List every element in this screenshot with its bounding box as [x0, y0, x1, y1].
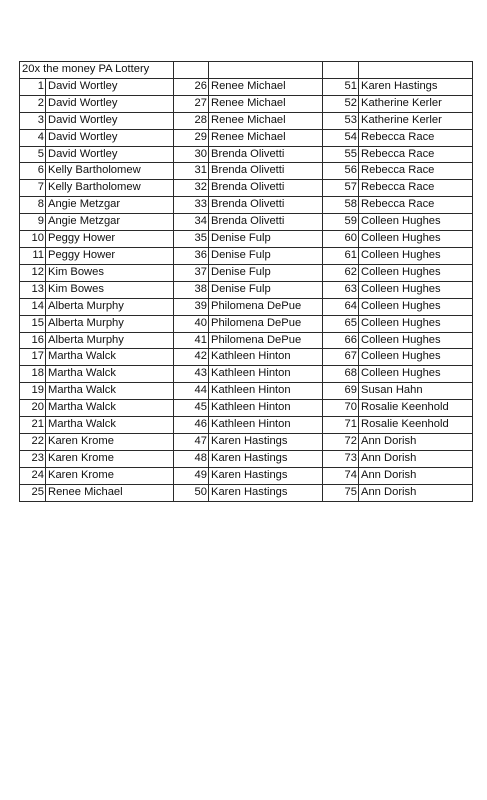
entry-number: 57 — [323, 180, 359, 197]
entry-name: Peggy Hower — [46, 247, 174, 264]
entry-name: Colleen Hughes — [359, 349, 473, 366]
entry-number: 16 — [20, 332, 46, 349]
table-row — [20, 417, 473, 434]
entry-number: 35 — [174, 231, 209, 248]
entry-name: Karen Hastings — [209, 467, 323, 484]
entry-name: Rosalie Keenhold — [359, 400, 473, 417]
sheet-body — [20, 62, 473, 502]
entry-name: Alberta Murphy — [46, 298, 174, 315]
entry-name: Rebecca Race — [359, 197, 473, 214]
entry-name: Brenda Olivetti — [209, 180, 323, 197]
sheet-title: 20x the money PA Lottery — [20, 62, 174, 79]
entry-name: Kathleen Hinton — [209, 383, 323, 400]
entry-name: Brenda Olivetti — [209, 163, 323, 180]
entry-name: Denise Fulp — [209, 281, 323, 298]
entry-name: David Wortley — [46, 129, 174, 146]
entry-number: 56 — [323, 163, 359, 180]
entry-name: Kelly Bartholomew — [46, 163, 174, 180]
entry-number: 54 — [323, 129, 359, 146]
blank-cell — [323, 62, 359, 79]
entry-name: Martha Walck — [46, 366, 174, 383]
entry-number: 11 — [20, 247, 46, 264]
entry-number: 68 — [323, 366, 359, 383]
entry-name: Philomena DePue — [209, 332, 323, 349]
entry-name: Katherine Kerler — [359, 95, 473, 112]
entry-name: Colleen Hughes — [359, 298, 473, 315]
entry-name: David Wortley — [46, 95, 174, 112]
entry-number: 44 — [174, 383, 209, 400]
entry-number: 34 — [174, 214, 209, 231]
entry-name: Brenda Olivetti — [209, 146, 323, 163]
entry-name: Kathleen Hinton — [209, 349, 323, 366]
entry-name: Rebecca Race — [359, 163, 473, 180]
table-row — [20, 400, 473, 417]
entry-number: 39 — [174, 298, 209, 315]
entry-number: 61 — [323, 247, 359, 264]
table-row — [20, 112, 473, 129]
entry-name: Katherine Kerler — [359, 112, 473, 129]
entry-number: 53 — [323, 112, 359, 129]
entry-name: Martha Walck — [46, 400, 174, 417]
entry-name: Ann Dorish — [359, 467, 473, 484]
entry-name: Martha Walck — [46, 383, 174, 400]
entry-number: 69 — [323, 383, 359, 400]
entry-name: Rosalie Keenhold — [359, 417, 473, 434]
table-row — [20, 315, 473, 332]
table-row — [20, 349, 473, 366]
entry-name: Alberta Murphy — [46, 332, 174, 349]
entry-number: 47 — [174, 433, 209, 450]
entry-number: 63 — [323, 281, 359, 298]
table-row — [20, 214, 473, 231]
entry-number: 3 — [20, 112, 46, 129]
entry-name: Denise Fulp — [209, 247, 323, 264]
entry-number: 52 — [323, 95, 359, 112]
table-row — [20, 197, 473, 214]
blank-cell — [209, 62, 323, 79]
entry-number: 28 — [174, 112, 209, 129]
entry-number: 37 — [174, 264, 209, 281]
entry-number: 33 — [174, 197, 209, 214]
lottery-sheet — [19, 61, 473, 502]
entry-name: Colleen Hughes — [359, 332, 473, 349]
entry-name: Rebecca Race — [359, 180, 473, 197]
blank-cell — [174, 62, 209, 79]
entry-number: 14 — [20, 298, 46, 315]
entry-number: 41 — [174, 332, 209, 349]
entry-name: Ann Dorish — [359, 433, 473, 450]
entry-name: Colleen Hughes — [359, 214, 473, 231]
entry-number: 4 — [20, 129, 46, 146]
entry-number: 30 — [174, 146, 209, 163]
table-row — [20, 450, 473, 467]
entry-number: 60 — [323, 231, 359, 248]
entry-number: 1 — [20, 78, 46, 95]
table-row — [20, 129, 473, 146]
entry-number: 59 — [323, 214, 359, 231]
entry-number: 9 — [20, 214, 46, 231]
entry-name: Colleen Hughes — [359, 231, 473, 248]
entry-name: Brenda Olivetti — [209, 214, 323, 231]
entry-number: 29 — [174, 129, 209, 146]
entry-name: Renee Michael — [209, 112, 323, 129]
entry-name: Renee Michael — [209, 95, 323, 112]
entry-number: 15 — [20, 315, 46, 332]
entry-name: Susan Hahn — [359, 383, 473, 400]
entry-name: Philomena DePue — [209, 315, 323, 332]
entry-number: 10 — [20, 231, 46, 248]
entry-number: 21 — [20, 417, 46, 434]
entry-name: Kelly Bartholomew — [46, 180, 174, 197]
entry-name: Colleen Hughes — [359, 315, 473, 332]
entry-name: Karen Krome — [46, 433, 174, 450]
entry-number: 48 — [174, 450, 209, 467]
entry-number: 23 — [20, 450, 46, 467]
entry-number: 74 — [323, 467, 359, 484]
entry-name: Colleen Hughes — [359, 247, 473, 264]
entry-number: 64 — [323, 298, 359, 315]
entry-name: Colleen Hughes — [359, 281, 473, 298]
table-row — [20, 146, 473, 163]
table-row — [20, 78, 473, 95]
entry-number: 67 — [323, 349, 359, 366]
table-row — [20, 180, 473, 197]
entry-name: Kathleen Hinton — [209, 400, 323, 417]
entry-number: 38 — [174, 281, 209, 298]
entry-number: 18 — [20, 366, 46, 383]
entry-number: 72 — [323, 433, 359, 450]
entry-name: Martha Walck — [46, 417, 174, 434]
entry-name: Denise Fulp — [209, 264, 323, 281]
entry-number: 71 — [323, 417, 359, 434]
table-row — [20, 467, 473, 484]
entry-number: 66 — [323, 332, 359, 349]
entry-number: 12 — [20, 264, 46, 281]
entry-number: 36 — [174, 247, 209, 264]
entry-name: Rebecca Race — [359, 146, 473, 163]
table-row — [20, 433, 473, 450]
entry-name: Karen Krome — [46, 450, 174, 467]
entry-number: 2 — [20, 95, 46, 112]
entry-number: 13 — [20, 281, 46, 298]
entry-number: 31 — [174, 163, 209, 180]
entry-number: 70 — [323, 400, 359, 417]
entry-name: Rebecca Race — [359, 129, 473, 146]
entry-name: Karen Hastings — [209, 484, 323, 501]
entry-name: Karen Krome — [46, 467, 174, 484]
entry-number: 45 — [174, 400, 209, 417]
entry-number: 73 — [323, 450, 359, 467]
entry-number: 27 — [174, 95, 209, 112]
blank-cell — [359, 62, 473, 79]
table-row — [20, 264, 473, 281]
table-row — [20, 163, 473, 180]
entry-number: 62 — [323, 264, 359, 281]
table-row — [20, 231, 473, 248]
entry-name: Colleen Hughes — [359, 264, 473, 281]
entry-number: 6 — [20, 163, 46, 180]
entry-number: 55 — [323, 146, 359, 163]
entry-name: Martha Walck — [46, 349, 174, 366]
entry-name: Kathleen Hinton — [209, 366, 323, 383]
table-row — [20, 332, 473, 349]
entry-name: Denise Fulp — [209, 231, 323, 248]
entry-name: David Wortley — [46, 146, 174, 163]
entry-name: Renee Michael — [46, 484, 174, 501]
entry-number: 7 — [20, 180, 46, 197]
entry-name: Peggy Hower — [46, 231, 174, 248]
entry-name: David Wortley — [46, 78, 174, 95]
entry-name: Ann Dorish — [359, 450, 473, 467]
entry-number: 17 — [20, 349, 46, 366]
entry-number: 26 — [174, 78, 209, 95]
entry-name: Renee Michael — [209, 129, 323, 146]
entry-name: Colleen Hughes — [359, 366, 473, 383]
entry-number: 24 — [20, 467, 46, 484]
entry-name: Renee Michael — [209, 78, 323, 95]
entry-number: 42 — [174, 349, 209, 366]
entry-name: Angie Metzgar — [46, 214, 174, 231]
table-row — [20, 95, 473, 112]
entry-name: Kim Bowes — [46, 264, 174, 281]
entry-number: 25 — [20, 484, 46, 501]
entry-number: 20 — [20, 400, 46, 417]
entry-number: 51 — [323, 78, 359, 95]
entry-name: Karen Hastings — [209, 450, 323, 467]
entry-name: Angie Metzgar — [46, 197, 174, 214]
entry-name: Ann Dorish — [359, 484, 473, 501]
table-row — [20, 247, 473, 264]
entry-number: 22 — [20, 433, 46, 450]
entry-number: 32 — [174, 180, 209, 197]
table-row — [20, 366, 473, 383]
table-row — [20, 484, 473, 501]
entry-name: Kathleen Hinton — [209, 417, 323, 434]
entry-number: 46 — [174, 417, 209, 434]
entry-number: 65 — [323, 315, 359, 332]
entry-name: Kim Bowes — [46, 281, 174, 298]
entry-number: 43 — [174, 366, 209, 383]
entry-name: Philomena DePue — [209, 298, 323, 315]
title-row — [20, 62, 473, 79]
entry-number: 50 — [174, 484, 209, 501]
entry-name: David Wortley — [46, 112, 174, 129]
entry-number: 75 — [323, 484, 359, 501]
entry-number: 40 — [174, 315, 209, 332]
entry-name: Alberta Murphy — [46, 315, 174, 332]
entry-number: 49 — [174, 467, 209, 484]
entry-number: 58 — [323, 197, 359, 214]
entry-number: 19 — [20, 383, 46, 400]
entry-number: 8 — [20, 197, 46, 214]
table-row — [20, 298, 473, 315]
entry-name: Brenda Olivetti — [209, 197, 323, 214]
table-row — [20, 281, 473, 298]
entry-number: 5 — [20, 146, 46, 163]
table-row — [20, 383, 473, 400]
entry-name: Karen Hastings — [209, 433, 323, 450]
entry-name: Karen Hastings — [359, 78, 473, 95]
